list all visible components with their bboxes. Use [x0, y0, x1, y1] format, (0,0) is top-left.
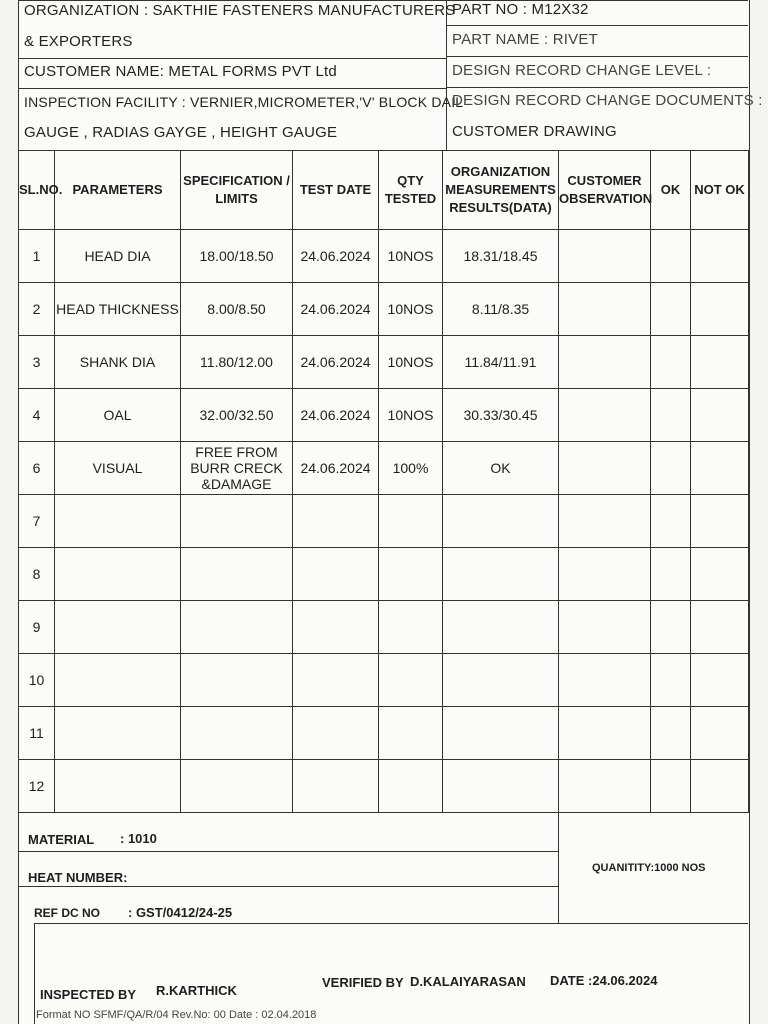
- ref-dc-label: REF DC NO: [34, 906, 100, 920]
- ref-dc-value: : GST/0412/24-25: [128, 905, 233, 920]
- table-row: [19, 336, 749, 389]
- row-ok[interactable]: [651, 495, 691, 548]
- row-not-ok[interactable]: [691, 654, 749, 707]
- row-qty-tested: [379, 760, 443, 813]
- inspected-by-label: INSPECTED BY: [40, 987, 137, 1002]
- organization-line: ORGANIZATION : SAKTHIE FASTENERS MANUFACTURERS: [24, 2, 456, 19]
- customer-drawing: CUSTOMER DRAWING: [452, 123, 617, 140]
- row-test-date: [293, 654, 379, 707]
- col-specification: SPECIFICATION / LIMITS: [181, 151, 293, 230]
- row-test-date: [293, 707, 379, 760]
- col-ok: OK: [651, 151, 691, 230]
- row-specification: [181, 601, 293, 654]
- inspection-table: [18, 150, 749, 813]
- row-not-ok[interactable]: [691, 230, 749, 283]
- row-test-date: [293, 548, 379, 601]
- heat-number-label: HEAT NUMBER:: [28, 870, 128, 885]
- row-parameter: [55, 601, 181, 654]
- row-customer-observation[interactable]: [559, 230, 651, 283]
- row-test-date: [293, 760, 379, 813]
- row-parameter: OAL: [55, 389, 181, 442]
- row-customer-observation[interactable]: [559, 442, 651, 495]
- col-customer-observation: CUSTOMER OBSERVATION: [559, 151, 651, 230]
- col-measurement-results: ORGANIZATION MEASUREMENTS RESULTS(DATA): [443, 151, 559, 230]
- row-test-date: 24.06.2024: [293, 389, 379, 442]
- row-test-date: 24.06.2024: [293, 230, 379, 283]
- row-result: OK: [443, 442, 559, 495]
- table-row: [19, 548, 749, 601]
- row-test-date: 24.06.2024: [293, 442, 379, 495]
- row-sl-no: 9: [19, 601, 55, 654]
- row-result: 8.11/8.35: [443, 283, 559, 336]
- organization-line-cont: & EXPORTERS: [24, 33, 133, 50]
- row-customer-observation[interactable]: [559, 336, 651, 389]
- row-customer-observation[interactable]: [559, 495, 651, 548]
- row-parameter: HEAD DIA: [55, 230, 181, 283]
- row-qty-tested: [379, 707, 443, 760]
- row-not-ok[interactable]: [691, 548, 749, 601]
- row-specification: 32.00/32.50: [181, 389, 293, 442]
- row-test-date: 24.06.2024: [293, 283, 379, 336]
- customer-name: CUSTOMER NAME: METAL FORMS PVT Ltd: [24, 63, 337, 80]
- row-ok[interactable]: [651, 336, 691, 389]
- row-specification: [181, 707, 293, 760]
- row-test-date: [293, 495, 379, 548]
- row-sl-no: 12: [19, 760, 55, 813]
- material-value: : 1010: [120, 831, 157, 846]
- part-no: PART NO : M12X32: [452, 1, 589, 18]
- row-ok[interactable]: [651, 283, 691, 336]
- report-footer: [18, 811, 748, 1024]
- row-sl-no: 3: [19, 336, 55, 389]
- row-parameter: [55, 760, 181, 813]
- row-customer-observation[interactable]: [559, 283, 651, 336]
- row-sl-no: 2: [19, 283, 55, 336]
- part-name: PART NAME : RIVET: [452, 31, 598, 48]
- row-parameter: SHANK DIA: [55, 336, 181, 389]
- row-sl-no: 1: [19, 230, 55, 283]
- row-result: [443, 495, 559, 548]
- table-row: [19, 654, 749, 707]
- row-customer-observation[interactable]: [559, 760, 651, 813]
- table-header-row: [19, 151, 749, 230]
- row-not-ok[interactable]: [691, 707, 749, 760]
- row-ok[interactable]: [651, 389, 691, 442]
- row-qty-tested: [379, 601, 443, 654]
- row-qty-tested: 10NOS: [379, 230, 443, 283]
- row-parameter: [55, 495, 181, 548]
- row-specification: [181, 654, 293, 707]
- row-result: 30.33/30.45: [443, 389, 559, 442]
- row-sl-no: 10: [19, 654, 55, 707]
- row-specification: 8.00/8.50: [181, 283, 293, 336]
- row-result: [443, 601, 559, 654]
- table-row: [19, 707, 749, 760]
- row-customer-observation[interactable]: [559, 707, 651, 760]
- row-specification: 18.00/18.50: [181, 230, 293, 283]
- quantity: QUANITITY:1000 NOS: [592, 862, 706, 874]
- row-parameter: VISUAL: [55, 442, 181, 495]
- row-sl-no: 6: [19, 442, 55, 495]
- row-sl-no: 4: [19, 389, 55, 442]
- row-ok[interactable]: [651, 442, 691, 495]
- row-customer-observation[interactable]: [559, 548, 651, 601]
- row-ok[interactable]: [651, 601, 691, 654]
- row-result: [443, 760, 559, 813]
- row-ok[interactable]: [651, 230, 691, 283]
- design-record-change-documents: DESIGN RECORD CHANGE DOCUMENTS :: [452, 92, 763, 109]
- row-not-ok[interactable]: [691, 495, 749, 548]
- row-specification: FREE FROM BURR CRECK &DAMAGE: [181, 442, 293, 495]
- row-qty-tested: 10NOS: [379, 336, 443, 389]
- row-not-ok[interactable]: [691, 389, 749, 442]
- row-parameter: [55, 707, 181, 760]
- table-row: [19, 442, 749, 495]
- row-sl-no: 7: [19, 495, 55, 548]
- row-not-ok[interactable]: [691, 283, 749, 336]
- row-ok[interactable]: [651, 760, 691, 813]
- row-parameter: HEAD THICKNESS: [55, 283, 181, 336]
- col-test-date: TEST DATE: [293, 151, 379, 230]
- row-parameter: [55, 654, 181, 707]
- table-row: [19, 601, 749, 654]
- row-qty-tested: [379, 495, 443, 548]
- material-label: MATERIAL: [28, 832, 95, 847]
- report-header: [18, 0, 763, 150]
- row-not-ok[interactable]: [691, 442, 749, 495]
- table-row: [19, 495, 749, 548]
- row-not-ok[interactable]: [691, 601, 749, 654]
- table-row: [19, 283, 749, 336]
- inspection-facility-cont: GAUGE , RADIAS GAYGE , HEIGHT GAUGE: [24, 124, 338, 141]
- row-ok[interactable]: [651, 548, 691, 601]
- row-test-date: [293, 601, 379, 654]
- row-qty-tested: 10NOS: [379, 283, 443, 336]
- row-test-date: 24.06.2024: [293, 336, 379, 389]
- row-result: 11.84/11.91: [443, 336, 559, 389]
- row-qty-tested: [379, 548, 443, 601]
- inspection-facility: INSPECTION FACILITY : VERNIER,MICROMETER,'V' BLOCK DAIL: [24, 94, 464, 110]
- col-qty-tested: QTY TESTED: [379, 151, 443, 230]
- row-result: [443, 548, 559, 601]
- col-parameters: PARAMETERS: [55, 151, 181, 230]
- row-qty-tested: [379, 654, 443, 707]
- row-result: 18.31/18.45: [443, 230, 559, 283]
- row-sl-no: 11: [19, 707, 55, 760]
- row-not-ok[interactable]: [691, 760, 749, 813]
- design-record-change-level: DESIGN RECORD CHANGE LEVEL :: [452, 62, 712, 79]
- row-result: [443, 707, 559, 760]
- format-number: Format NO SFMF/QA/R/04 Rev.No: 00 Date : 02.04.2018: [36, 1009, 317, 1021]
- table-row: [19, 760, 749, 813]
- row-ok[interactable]: [651, 707, 691, 760]
- row-specification: [181, 760, 293, 813]
- verified-by-value: D.KALAIYARASAN: [410, 974, 526, 989]
- row-sl-no: 8: [19, 548, 55, 601]
- table-row: [19, 389, 749, 442]
- row-customer-observation[interactable]: [559, 389, 651, 442]
- row-ok[interactable]: [651, 654, 691, 707]
- row-specification: [181, 495, 293, 548]
- row-specification: 11.80/12.00: [181, 336, 293, 389]
- inspected-by-value: R.KARTHICK: [156, 983, 237, 998]
- row-parameter: [55, 548, 181, 601]
- row-not-ok[interactable]: [691, 336, 749, 389]
- report-date: DATE :24.06.2024: [550, 973, 658, 988]
- row-qty-tested: 10NOS: [379, 389, 443, 442]
- row-qty-tested: 100%: [379, 442, 443, 495]
- row-result: [443, 654, 559, 707]
- row-customer-observation[interactable]: [559, 601, 651, 654]
- table-row: [19, 230, 749, 283]
- row-customer-observation[interactable]: [559, 654, 651, 707]
- row-specification: [181, 548, 293, 601]
- col-not-ok: NOT OK: [691, 151, 749, 230]
- col-sl-no: SL.NO.: [19, 151, 55, 230]
- verified-by-label: VERIFIED BY: [322, 975, 404, 990]
